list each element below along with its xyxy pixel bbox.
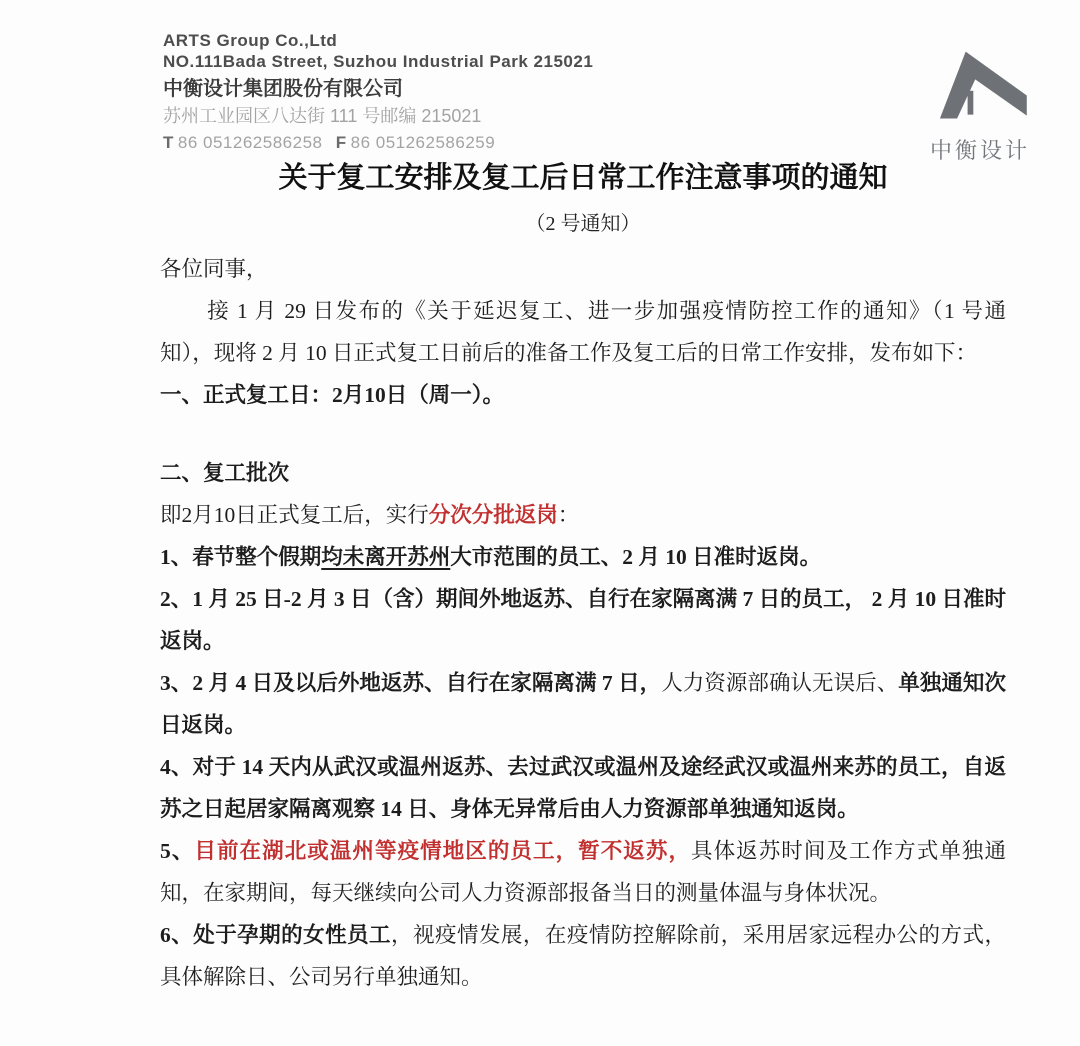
text-run: 大市范围的员工、2 月 10 日准时返岗。 — [450, 545, 822, 569]
paragraph — [160, 830, 1006, 914]
text-run: 2、1 月 25 日-2 月 3 日（含）期间外地返苏、自行在家隔离满 7 日的员工， 2 月 10 日准时返岗。 — [160, 587, 1006, 653]
paragraph — [160, 662, 1006, 746]
company-name-en: ARTS Group Co.,Ltd — [163, 31, 338, 50]
phone-label: T — [163, 133, 174, 152]
text-run: 即2月10日正式复工后，实行 — [160, 503, 429, 527]
text-run: 目前在湖北或温州等疫情地区的员工，暂不返苏， — [194, 839, 692, 863]
fax-label: F — [335, 133, 347, 152]
text-run: 各位同事， — [160, 257, 268, 281]
text-run: 二、复工批次 — [160, 461, 290, 485]
company-logo — [922, 44, 1038, 165]
phone-fax-line — [163, 132, 783, 154]
text-run: 接 1 月 29 日发布的《关于延迟复工、进一步加强疫情防控工作的通知》（1 号通知），现将 2 月 10 日正式复工日前后的准备工作及复工后的日常工作安排，发布如下： — [160, 299, 1006, 365]
text-run: ： — [557, 503, 580, 527]
paragraph — [160, 494, 1006, 536]
text-run: 单独通知次日返岗。 — [160, 671, 1006, 737]
paragraph — [160, 248, 1006, 290]
text-run: 具体返苏时间及工作方式单独通知，在家期间，每天继续向公司人力资源部报备当日的测量体温与身体状况。 — [160, 839, 1006, 905]
company-name-cn: 中衡设计集团股份有限公司 — [163, 78, 403, 100]
logo-text: 中衡设计 — [929, 138, 1030, 163]
paragraph — [160, 578, 1006, 662]
text-run: 分次分批返岗 — [428, 503, 558, 527]
letterhead — [163, 30, 783, 154]
paragraph — [160, 914, 1006, 998]
text-run: 均未离开苏州 — [321, 545, 451, 569]
paragraph — [160, 290, 1006, 374]
company-address-en: NO.111Bada Street, Suzhou Industrial Park 215021 — [163, 52, 594, 71]
notice-content — [160, 160, 1006, 998]
company-address-cn: 苏州工业园区八达街 111 号邮编 215021 — [163, 106, 482, 126]
paragraph — [160, 452, 1006, 494]
text-run: 一、正式复工日：2月10日（周一）。 — [160, 383, 505, 407]
phone-number: 86 051262586258 — [177, 133, 323, 152]
notice-subtitle: （2 号通知） — [525, 213, 641, 235]
paragraph — [160, 536, 1006, 578]
paragraph — [160, 746, 1006, 830]
paragraph — [160, 374, 1006, 416]
roof-icon — [927, 44, 1033, 128]
document-body — [160, 248, 1006, 998]
text-run: 1、春节整个假期 — [160, 545, 322, 569]
text-run: 6、处于孕期的女性员工 — [160, 923, 392, 947]
notice-title: 关于复工安排及复工后日常工作注意事项的通知 — [278, 162, 888, 194]
text-run: 人力资源部确认无误后、 — [661, 671, 899, 695]
fax-number: 86 051262586259 — [350, 133, 496, 152]
text-run: 5、 — [160, 839, 195, 863]
text-run: ，视疫情发展，在疫情防控解除前，采用居家远程办公的方式，具体解除日、公司另行单独通知。 — [160, 923, 1006, 989]
text-run: 4、对于 14 天内从武汉或温州返苏、去过武汉或温州及途经武汉或温州来苏的员工，自返苏之日起居家隔离观察 14 日、身体无异常后由人力资源部单独通知返岗。 — [160, 755, 1006, 821]
text-run: 3、2 月 4 日及以后外地返苏、自行在家隔离满 7 日， — [160, 671, 662, 695]
